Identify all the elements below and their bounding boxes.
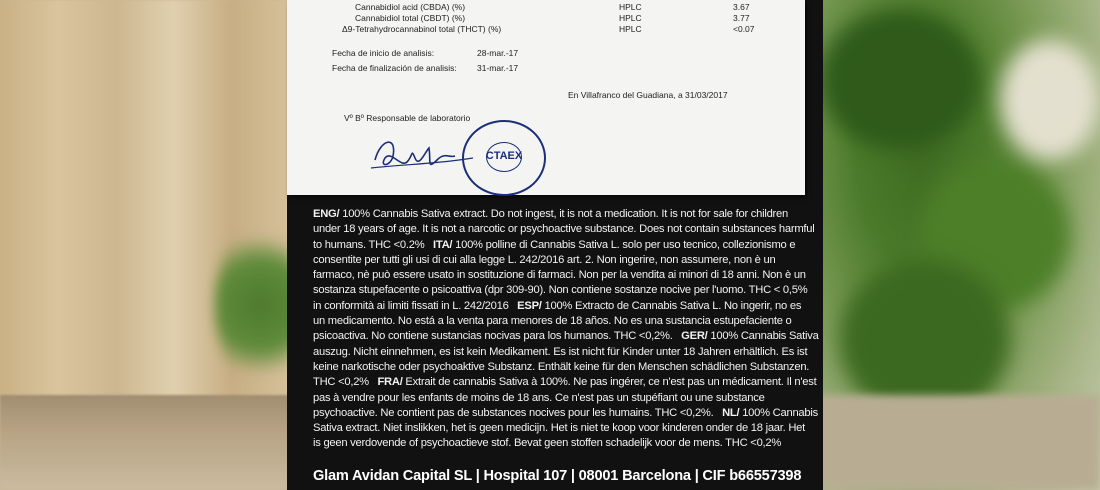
- disclaimer-text: pas à vendre pour les enfants de moins de 18 ans. Ce n'est pas un stupéfiant ou une substance: [313, 391, 765, 404]
- disclaimer-line: [313, 299, 813, 314]
- disclaimer-text: 100% Cannabis: [739, 406, 818, 419]
- disclaimer-text: farmaco, nè può essere usato in sostituzione di farmaci. Non per la vendita ai minori di 18 anni. Non è un: [313, 269, 806, 282]
- language-tag: ENG/: [313, 208, 340, 220]
- disclaimer-line: [313, 268, 813, 283]
- disclaimer-line: [313, 375, 817, 390]
- disclaimer-line: [313, 436, 813, 451]
- language-tag: FRA/: [377, 376, 403, 389]
- place-date: En Villafranco del Guadiana, a 31/03/2017: [568, 90, 728, 100]
- disclaimer-text: is geen verdovende of psychoactieve stof. Bevat geen stoffen schadelijk voor de mens. THC <0,2%: [313, 437, 782, 450]
- disclaimer-text: un medicamento. No está a la venta para menores de 18 años. No es una sustancia estupefaciente o: [313, 315, 792, 328]
- disclaimer-line: [313, 238, 813, 253]
- company-footer: Glam Avidan Capital SL | Hospital 107 | 08001 Barcelona | CIF b66557398: [313, 468, 802, 484]
- disclaimer-text: 100% Extracto de Cannabis Sativa L. No ingerir, no es: [541, 299, 802, 312]
- disclaimer-text: under 18 years of age. It is not a narcotic or psychoactive substance. Does not contain substances harmful: [313, 223, 815, 236]
- ctaex-stamp: CTAEX: [462, 120, 546, 196]
- start-date-label: Fecha de inicio de analisis:: [332, 48, 435, 58]
- disclaimer-text: THC <0,2%: [313, 376, 378, 389]
- disclaimer-text: keine narkotische oder psychoaktive Substanz. Enthält keine für den Menschen schädlichen Substanzen.: [313, 360, 810, 373]
- disclaimer-text: consentite per tutti gli usi di cui alla legge L. 242/2016 art. 2. Non ingerire, non assumere, non è un: [313, 253, 776, 266]
- disclaimer-line: [313, 253, 813, 268]
- disclaimer-line: [313, 329, 819, 344]
- disclaimer-line: [313, 360, 813, 375]
- disclaimer-text: 100% polline di Cannabis Sativa L. solo per uso tecnico, collezionismo e: [452, 238, 796, 251]
- disclaimer-text: psicoactiva. No contiene sustancias nocivas para los humanos. THC <0,2%.: [313, 330, 682, 343]
- responsible-label: Vº Bº Responsable de laboratorio: [344, 113, 471, 123]
- disclaimer-line: [313, 222, 813, 237]
- disclaimer-text: 100% Cannabis Sativa extract. Do not ingest, it is not a medication. It is not for sale for children: [339, 208, 788, 220]
- disclaimer-text: Sativa extract. Niet inslikken, het is geen medicijn. Het is niet te koop voor kinderen onder de 18 jaar. Het: [313, 422, 806, 435]
- disclaimer-text: 100% Cannabis Sativa: [707, 330, 819, 343]
- end-date-value: 31-mar.-17: [477, 63, 519, 73]
- disclaimer-text: auszug. Nicht einnehmen, es ist kein Medikament. Es ist nicht für Kinder unter 18 Jahren erhältlich. Es ist: [313, 345, 808, 358]
- language-tag: GER/: [681, 330, 708, 343]
- product-box: [287, 0, 823, 490]
- disclaimer-line: [313, 421, 813, 436]
- start-date-value: 28-mar.-17: [477, 48, 519, 58]
- disclaimer-line: [313, 406, 818, 421]
- blurred-plant-background: [800, 0, 1100, 490]
- disclaimer-text: in conformità ai limiti fissati in L. 242/2016: [313, 299, 518, 312]
- disclaimer-text: to humans. THC <0.2%: [313, 238, 433, 251]
- disclaimer-text: sostanza stupefacente o psicoattiva (dpr 309-90). Non contiene sostanze nocive per l'uomo. THC < 0,5%: [313, 284, 808, 297]
- disclaimer-text: psychoactive. Ne contient pas de substances nocives pour les humains. THC <0,2%.: [313, 406, 723, 419]
- disclaimer-text: Extrait de cannabis Sativa à 100%. Ne pas ingérer, ce n'est pas un médicament. Il n'est: [402, 376, 817, 389]
- disclaimer-line: [313, 391, 813, 406]
- language-tag: NL/: [722, 406, 740, 419]
- signature-image: [367, 128, 477, 178]
- disclaimer-line: [313, 207, 813, 222]
- disclaimer-line: [313, 345, 813, 360]
- disclaimer-line: [313, 314, 813, 329]
- end-date-label: Fecha de finalización de analisis:: [332, 63, 457, 73]
- lab-report-sheet: Cannabidiol acid (CBDA) (%) HPLC 3.67 Cannabidiol total (CBDT) (%) HPLC 3.77 Δ9-Tetrahydrocannabinol total (THCT) (%) HPLC <0.07 Fecha de inicio de analisis: 28-mar.-17 Fecha de finalización de analisis: 31-mar.-17 En Villafranco del Guadiana, a 31/03/2017 Vº Bº Responsable de laboratorio CTAEX: [287, 0, 805, 195]
- language-tag: ITA/: [432, 238, 453, 251]
- multilingual-disclaimer: [313, 207, 819, 452]
- language-tag: ESP/: [517, 299, 542, 312]
- disclaimer-line: [313, 283, 813, 298]
